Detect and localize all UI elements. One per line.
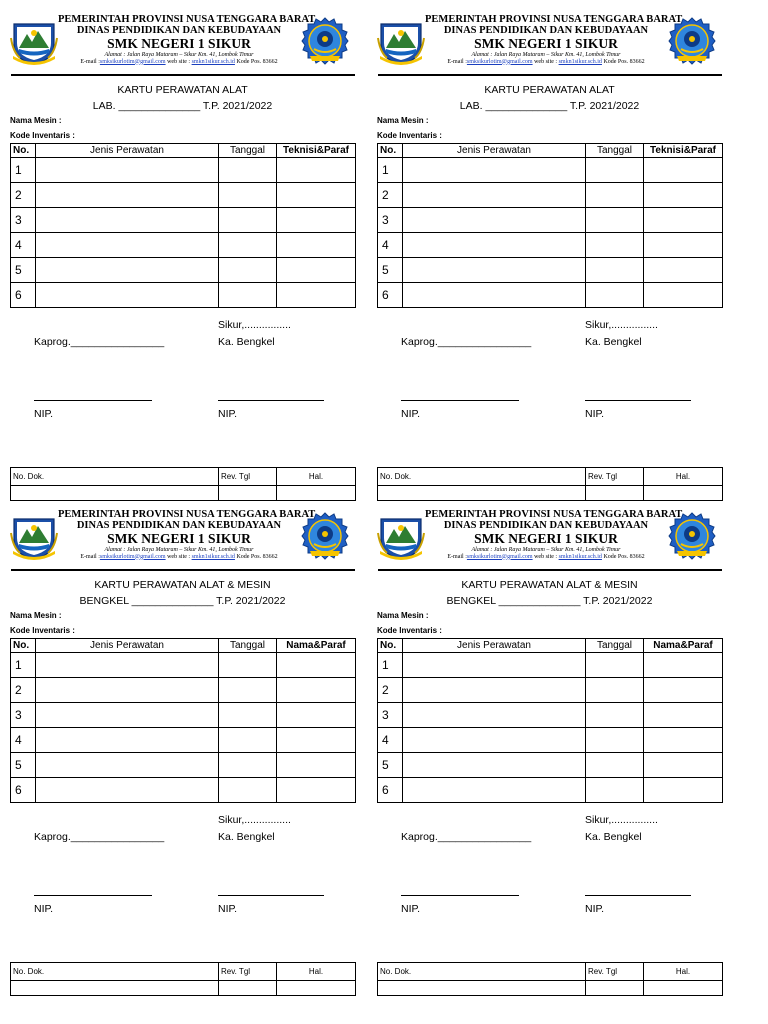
place-date: Sikur,................ (585, 319, 658, 331)
table-row (378, 158, 723, 183)
maintenance-table (10, 143, 356, 308)
ntb-province-crest-icon (10, 18, 58, 66)
letterhead-line1: PEMERINTAH PROVINSI NUSA TENGGARA BARAT (425, 14, 683, 25)
school-name: SMK NEGERI 1 SIKUR (107, 36, 251, 52)
row-number: 2 (378, 678, 403, 703)
row-number: 4 (11, 728, 36, 753)
jenis-perawatan-cell (403, 208, 586, 233)
tanggal-cell (586, 158, 644, 183)
col-header-paraf: Nama&Paraf (277, 639, 356, 653)
table-row (11, 208, 356, 233)
card-title: KARTU PERAWATAN ALAT (117, 84, 248, 96)
maintenance-table (377, 638, 723, 803)
paraf-cell (644, 653, 723, 678)
table-row (378, 778, 723, 803)
page-label: Hal. (644, 468, 723, 486)
letterhead-rule (378, 569, 722, 571)
letterhead (10, 10, 355, 70)
tanggal-cell (219, 183, 277, 208)
inventory-code-label: Kode Inventaris : (10, 626, 75, 635)
tanggal-cell (586, 208, 644, 233)
document-footer (10, 962, 356, 996)
paraf-cell (644, 283, 723, 308)
jenis-perawatan-cell (36, 233, 219, 258)
jenis-perawatan-cell (403, 283, 586, 308)
col-header-no: No. (378, 144, 403, 158)
inventory-code-label: Kode Inventaris : (10, 131, 75, 140)
table-row (378, 703, 723, 728)
paraf-cell (644, 258, 723, 283)
jenis-perawatan-cell (36, 678, 219, 703)
email-link[interactable]: smksikurlotim@gmail.com (466, 553, 533, 560)
paraf-cell (644, 678, 723, 703)
row-number: 6 (11, 283, 36, 308)
machine-name-label: Nama Mesin : (377, 116, 429, 125)
tanggal-cell (586, 678, 644, 703)
tanggal-cell (586, 703, 644, 728)
table-row (11, 183, 356, 208)
machine-name-label: Nama Mesin : (377, 611, 429, 620)
row-number: 5 (11, 753, 36, 778)
email-link[interactable]: smksikurlotim@gmail.com (466, 58, 533, 65)
kaprog-label: Kaprog.________________ (401, 336, 532, 348)
contact-line (58, 59, 300, 65)
ka-bengkel-label: Ka. Bengkel (585, 336, 642, 348)
postal-code: Kode Pos. 83662 (236, 58, 278, 65)
table-row (11, 678, 356, 703)
letterhead-line2: DINAS PENDIDIKAN DAN KEBUDAYAAN (443, 25, 649, 37)
row-number: 6 (378, 283, 403, 308)
row-number: 6 (378, 778, 403, 803)
col-header-tanggal: Tanggal (219, 639, 277, 653)
jenis-perawatan-cell (36, 753, 219, 778)
document-footer (10, 467, 356, 501)
page-value (277, 981, 356, 996)
tanggal-cell (219, 283, 277, 308)
card-subtitle: LAB. ______________ T.P. 2021/2022 (92, 100, 273, 112)
col-header-tanggal: Tanggal (586, 144, 644, 158)
table-row (11, 258, 356, 283)
kaprog-label: Kaprog.________________ (34, 831, 165, 843)
page-label: Hal. (644, 963, 723, 981)
paraf-cell (644, 233, 723, 258)
jenis-perawatan-cell (36, 208, 219, 233)
maintenance-card (377, 10, 722, 510)
row-number: 2 (11, 678, 36, 703)
jenis-perawatan-cell (36, 158, 219, 183)
doc-no-label: No. Dok. (378, 468, 586, 486)
letterhead-rule (11, 569, 355, 571)
tanggal-cell (219, 208, 277, 233)
nip-left: NIP. (401, 903, 421, 915)
maintenance-table (10, 638, 356, 803)
kaprog-label: Kaprog.________________ (34, 336, 165, 348)
doc-no-label: No. Dok. (11, 468, 219, 486)
website-label: web site : (167, 58, 191, 65)
school-address: Alamat : Jalan Raya Mataram – Sikur Km. 41, Lombok Timur (104, 547, 254, 554)
page-value (277, 486, 356, 501)
smk-school-emblem-icon (300, 16, 350, 66)
tanggal-cell (219, 158, 277, 183)
ka-bengkel-label: Ka. Bengkel (585, 831, 642, 843)
postal-code: Kode Pos. 83662 (603, 553, 645, 560)
row-number: 5 (11, 258, 36, 283)
website-link[interactable]: smkn1sikur.sch.id (191, 553, 235, 560)
jenis-perawatan-cell (403, 703, 586, 728)
paraf-cell (277, 753, 356, 778)
row-number: 4 (11, 233, 36, 258)
col-header-no: No. (378, 639, 403, 653)
table-row (378, 283, 723, 308)
jenis-perawatan-cell (36, 258, 219, 283)
jenis-perawatan-cell (36, 283, 219, 308)
doc-no-value (11, 981, 219, 996)
paraf-cell (644, 703, 723, 728)
col-header-no: No. (11, 639, 36, 653)
doc-no-value (11, 486, 219, 501)
paraf-cell (277, 183, 356, 208)
jenis-perawatan-cell (403, 678, 586, 703)
col-header-jenis-perawatan: Jenis Perawatan (403, 639, 586, 653)
col-header-paraf: Teknisi&Paraf (277, 144, 356, 158)
letterhead-line2: DINAS PENDIDIKAN DAN KEBUDAYAAN (76, 520, 282, 532)
ntb-province-crest-icon (377, 513, 425, 561)
row-number: 3 (11, 208, 36, 233)
doc-no-value (378, 981, 586, 996)
machine-name-label: Nama Mesin : (10, 116, 62, 125)
table-row (378, 258, 723, 283)
rev-date-label: Rev. Tgl (219, 468, 277, 486)
maintenance-card (10, 10, 355, 510)
letterhead (377, 505, 722, 565)
table-header-row (378, 639, 723, 653)
table-header-row (11, 144, 356, 158)
ntb-province-crest-icon (377, 18, 425, 66)
tanggal-cell (219, 778, 277, 803)
smk-school-emblem-icon (667, 16, 717, 66)
row-number: 2 (11, 183, 36, 208)
school-name: SMK NEGERI 1 SIKUR (107, 531, 251, 547)
table-header-row (11, 639, 356, 653)
card-subtitle: LAB. ______________ T.P. 2021/2022 (459, 100, 640, 112)
tanggal-cell (586, 753, 644, 778)
inventory-code-label: Kode Inventaris : (377, 131, 442, 140)
website-label: web site : (167, 553, 191, 560)
jenis-perawatan-cell (403, 233, 586, 258)
maintenance-table (377, 143, 723, 308)
letterhead (377, 10, 722, 70)
tanggal-cell (586, 258, 644, 283)
ntb-province-crest-icon (10, 513, 58, 561)
tanggal-cell (219, 233, 277, 258)
row-number: 5 (378, 258, 403, 283)
jenis-perawatan-cell (403, 158, 586, 183)
doc-no-label: No. Dok. (11, 963, 219, 981)
signature-line-left (401, 895, 519, 896)
nip-right: NIP. (218, 903, 238, 915)
rev-date-value (586, 486, 644, 501)
jenis-perawatan-cell (403, 258, 586, 283)
letterhead-line1: PEMERINTAH PROVINSI NUSA TENGGARA BARAT (58, 14, 316, 25)
smk-school-emblem-icon (667, 511, 717, 561)
nip-left: NIP. (401, 408, 421, 420)
document-footer (377, 467, 723, 501)
page-label: Hal. (277, 963, 356, 981)
rev-date-label: Rev. Tgl (586, 963, 644, 981)
signature-line-left (401, 400, 519, 401)
card-title: KARTU PERAWATAN ALAT & MESIN (94, 579, 271, 591)
signature-line-right (218, 895, 324, 896)
place-date: Sikur,................ (218, 814, 291, 826)
website-label: web site : (534, 553, 558, 560)
jenis-perawatan-cell (36, 778, 219, 803)
paraf-cell (644, 158, 723, 183)
website-link[interactable]: smkn1sikur.sch.id (558, 58, 602, 65)
col-header-tanggal: Tanggal (586, 639, 644, 653)
signature-line-right (585, 400, 691, 401)
row-number: 1 (378, 653, 403, 678)
rev-date-value (219, 486, 277, 501)
row-number: 4 (378, 233, 403, 258)
paraf-cell (277, 233, 356, 258)
contact-line (58, 554, 300, 560)
letterhead-line1: PEMERINTAH PROVINSI NUSA TENGGARA BARAT (58, 509, 316, 520)
letterhead-rule (378, 74, 722, 76)
website-label: web site : (534, 58, 558, 65)
paraf-cell (644, 778, 723, 803)
table-row (11, 653, 356, 678)
table-row (378, 653, 723, 678)
signature-line-left (34, 895, 152, 896)
letterhead-line2: DINAS PENDIDIKAN DAN KEBUDAYAAN (443, 520, 649, 532)
postal-code: Kode Pos. 83662 (236, 553, 278, 560)
doc-no-value (378, 486, 586, 501)
nip-left: NIP. (34, 408, 54, 420)
email-label: E-mail : (447, 58, 467, 65)
rev-date-value (586, 981, 644, 996)
row-number: 3 (11, 703, 36, 728)
col-header-paraf: Nama&Paraf (644, 639, 723, 653)
jenis-perawatan-cell (403, 653, 586, 678)
table-row (11, 753, 356, 778)
jenis-perawatan-cell (36, 183, 219, 208)
paraf-cell (277, 728, 356, 753)
table-row (11, 233, 356, 258)
table-row (378, 753, 723, 778)
website-link[interactable]: smkn1sikur.sch.id (558, 553, 602, 560)
table-row (11, 703, 356, 728)
jenis-perawatan-cell (403, 753, 586, 778)
paraf-cell (277, 678, 356, 703)
paraf-cell (277, 778, 356, 803)
email-label: E-mail : (80, 553, 100, 560)
col-header-tanggal: Tanggal (219, 144, 277, 158)
email-label: E-mail : (80, 58, 100, 65)
row-number: 6 (11, 778, 36, 803)
letterhead-rule (11, 74, 355, 76)
row-number: 1 (11, 158, 36, 183)
tanggal-cell (219, 258, 277, 283)
signature-line-left (34, 400, 152, 401)
card-title: KARTU PERAWATAN ALAT & MESIN (461, 579, 638, 591)
rev-date-label: Rev. Tgl (586, 468, 644, 486)
jenis-perawatan-cell (403, 728, 586, 753)
rev-date-value (219, 981, 277, 996)
tanggal-cell (219, 653, 277, 678)
row-number: 3 (378, 703, 403, 728)
document-footer (377, 962, 723, 996)
paraf-cell (644, 753, 723, 778)
email-link[interactable]: smksikurlotim@gmail.com (99, 553, 166, 560)
page-value (644, 981, 723, 996)
col-header-no: No. (11, 144, 36, 158)
jenis-perawatan-cell (36, 703, 219, 728)
smk-school-emblem-icon (300, 511, 350, 561)
page-label: Hal. (277, 468, 356, 486)
school-address: Alamat : Jalan Raya Mataram – Sikur Km. 41, Lombok Timur (471, 547, 621, 554)
table-row (11, 778, 356, 803)
table-row (378, 678, 723, 703)
tanggal-cell (219, 703, 277, 728)
tanggal-cell (219, 678, 277, 703)
place-date: Sikur,................ (585, 814, 658, 826)
ka-bengkel-label: Ka. Bengkel (218, 336, 275, 348)
paraf-cell (277, 653, 356, 678)
row-number: 1 (11, 653, 36, 678)
paraf-cell (277, 283, 356, 308)
col-header-jenis-perawatan: Jenis Perawatan (403, 144, 586, 158)
letterhead-line2: DINAS PENDIDIKAN DAN KEBUDAYAAN (76, 25, 282, 37)
email-link[interactable]: smksikurlotim@gmail.com (99, 58, 166, 65)
postal-code: Kode Pos. 83662 (603, 58, 645, 65)
table-row (378, 183, 723, 208)
tanggal-cell (219, 753, 277, 778)
table-row (378, 233, 723, 258)
table-row (11, 728, 356, 753)
paraf-cell (277, 703, 356, 728)
maintenance-card (377, 505, 722, 1005)
row-number: 4 (378, 728, 403, 753)
page-value (644, 486, 723, 501)
tanggal-cell (586, 183, 644, 208)
signature-line-right (218, 400, 324, 401)
jenis-perawatan-cell (403, 183, 586, 208)
tanggal-cell (586, 728, 644, 753)
row-number: 1 (378, 158, 403, 183)
card-subtitle: BENGKEL ______________ T.P. 2021/2022 (446, 595, 653, 607)
maintenance-card (10, 505, 355, 1005)
machine-name-label: Nama Mesin : (10, 611, 62, 620)
school-name: SMK NEGERI 1 SIKUR (474, 36, 618, 52)
nip-right: NIP. (218, 408, 238, 420)
col-header-jenis-perawatan: Jenis Perawatan (36, 144, 219, 158)
ka-bengkel-label: Ka. Bengkel (218, 831, 275, 843)
tanggal-cell (586, 283, 644, 308)
tanggal-cell (219, 728, 277, 753)
paraf-cell (644, 208, 723, 233)
doc-no-label: No. Dok. (378, 963, 586, 981)
kaprog-label: Kaprog.________________ (401, 831, 532, 843)
row-number: 2 (378, 183, 403, 208)
table-row (378, 208, 723, 233)
signature-line-right (585, 895, 691, 896)
contact-line (425, 554, 667, 560)
tanggal-cell (586, 778, 644, 803)
tanggal-cell (586, 233, 644, 258)
inventory-code-label: Kode Inventaris : (377, 626, 442, 635)
contact-line (425, 59, 667, 65)
nip-right: NIP. (585, 903, 605, 915)
jenis-perawatan-cell (36, 728, 219, 753)
school-name: SMK NEGERI 1 SIKUR (474, 531, 618, 547)
card-subtitle: BENGKEL ______________ T.P. 2021/2022 (79, 595, 286, 607)
rev-date-label: Rev. Tgl (219, 963, 277, 981)
table-row (11, 158, 356, 183)
paraf-cell (277, 208, 356, 233)
website-link[interactable]: smkn1sikur.sch.id (191, 58, 235, 65)
paraf-cell (277, 258, 356, 283)
nip-left: NIP. (34, 903, 54, 915)
email-label: E-mail : (447, 553, 467, 560)
letterhead-line1: PEMERINTAH PROVINSI NUSA TENGGARA BARAT (425, 509, 683, 520)
table-row (11, 283, 356, 308)
nip-right: NIP. (585, 408, 605, 420)
jenis-perawatan-cell (403, 778, 586, 803)
card-title: KARTU PERAWATAN ALAT (484, 84, 615, 96)
tanggal-cell (586, 653, 644, 678)
col-header-jenis-perawatan: Jenis Perawatan (36, 639, 219, 653)
col-header-paraf: Teknisi&Paraf (644, 144, 723, 158)
letterhead (10, 505, 355, 565)
paraf-cell (644, 183, 723, 208)
row-number: 3 (378, 208, 403, 233)
jenis-perawatan-cell (36, 653, 219, 678)
row-number: 5 (378, 753, 403, 778)
school-address: Alamat : Jalan Raya Mataram – Sikur Km. 41, Lombok Timur (471, 52, 621, 59)
table-header-row (378, 144, 723, 158)
paraf-cell (644, 728, 723, 753)
paraf-cell (277, 158, 356, 183)
table-row (378, 728, 723, 753)
place-date: Sikur,................ (218, 319, 291, 331)
school-address: Alamat : Jalan Raya Mataram – Sikur Km. 41, Lombok Timur (104, 52, 254, 59)
